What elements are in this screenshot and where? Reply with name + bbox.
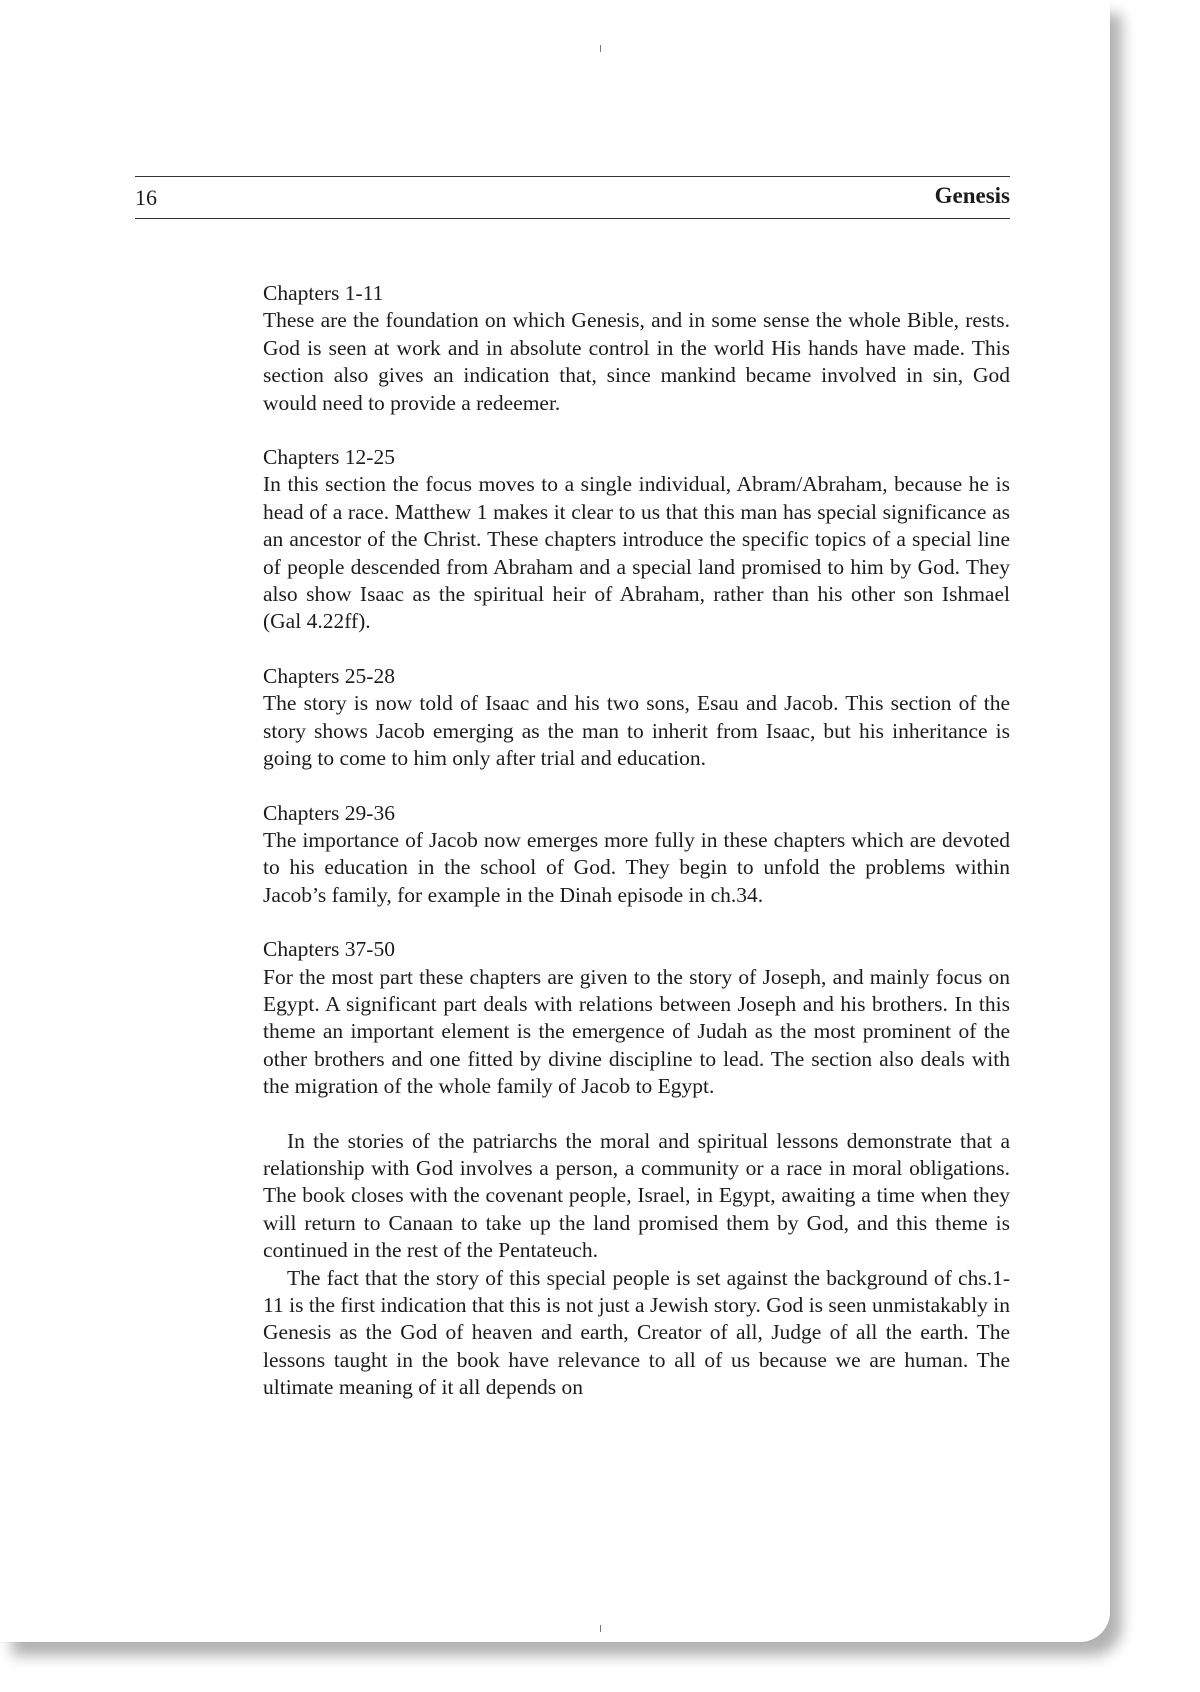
section-text: For the most part these chapters are given to the story of Joseph, and mainly focus on Egypt. A significant part deals with relations between Joseph and his brothers. In this theme an important element is the emergence of Judah as the most prominent of the other brothers and one fitted by divine discipline to lead. The section also deals with the migration of the whole family of Jacob to Egypt. — [263, 964, 1010, 1099]
section-heading: Chapters 29-36 — [263, 800, 395, 825]
body-paragraph: In the stories of the patriarchs the moral and spiritual lessons demonstrate that a relationship with God involves a person, a community or a race in moral obligations. The book closes with the covenant people, Israel, in Egypt, awaiting a time when they will return to Canaan to take up the land promised them by God, and this theme is continued in the rest of the Pentateuch. — [263, 1128, 1010, 1263]
section-heading: Chapters 37-50 — [263, 937, 395, 962]
running-head — [135, 176, 1010, 219]
section-chapters-1-11 — [263, 280, 1010, 417]
body-paragraph: The fact that the story of this special people is set against the background of chs.1-11 is the first indication that this is not just a Jewish story. God is seen unmistakably in Genesis as the God of heaven and earth, Creator of all, Judge of all the earth. The lessons taught in the book have relevance to all of us because we are human. The ultimate meaning of it all depends on — [263, 1265, 1010, 1400]
section-heading: Chapters 12-25 — [263, 445, 395, 470]
section-text: In this section the focus moves to a single individual, Abram/Abraham, because he is head of a race. Matthew 1 makes it clear to us that this man has special significance as an ancestor of the Christ. These chapters introduce the specific topics of a special line of people descended from Abraham and a special land promised to him by God. They also show Isaac as the spiritual heir of Abraham, rather than his other son Ishmael (Gal 4.22ff). — [263, 472, 1010, 634]
section-text: These are the foundation on which Genesis, and in some sense the whole Bible, rests. God is seen at work and in absolute control in the world His hands have made. This section also gives an indication that, since mankind became involved in sin, God would need to provide a redeemer. — [263, 308, 1010, 415]
section-chapters-12-25 — [263, 444, 1010, 636]
page-number: 16 — [135, 185, 157, 210]
body-text — [263, 280, 1010, 1402]
section-text: The story is now told of Isaac and his two sons, Esau and Jacob. This section of the story shows Jacob emerging as the man to inherit from Isaac, but his inheritance is going to come to him only after trial and education. — [263, 691, 1010, 771]
section-heading: Chapters 1-11 — [263, 281, 384, 305]
running-title: Genesis — [934, 183, 1010, 208]
section-chapters-29-36 — [263, 800, 1010, 910]
crop-mark-top — [600, 45, 601, 52]
crop-mark-bottom — [600, 1625, 601, 1632]
section-heading: Chapters 25-28 — [263, 663, 395, 688]
section-chapters-25-28 — [263, 663, 1010, 773]
section-chapters-37-50 — [263, 936, 1010, 1100]
section-text: The importance of Jacob now emerges more fully in these chapters which are devoted to his education in the school of God. They begin to unfold the problems within Jacob’s family, for example in the Dinah episode in ch.34. — [263, 827, 1010, 907]
